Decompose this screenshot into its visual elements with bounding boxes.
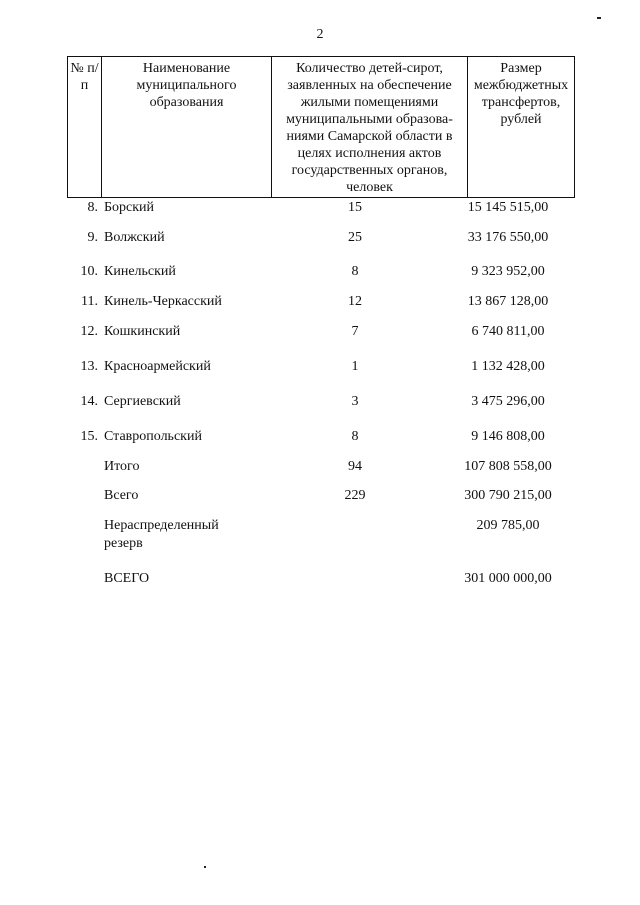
- header-num: № п/п: [70, 61, 99, 93]
- row-count: 12: [348, 294, 362, 309]
- total-label: ВСЕГО: [104, 571, 150, 586]
- total-count: 229: [344, 488, 366, 503]
- row-count: 15: [348, 200, 362, 215]
- row-name: Борский: [104, 200, 155, 215]
- row-amount: 9 323 952,00: [471, 264, 545, 279]
- header-amount: Размер межбюджетных трансфертов, рублей: [467, 57, 574, 197]
- row-count: 7: [351, 324, 359, 339]
- row-number: 13.: [80, 359, 98, 374]
- table-header: [67, 56, 575, 198]
- row-name: Кинельский: [104, 264, 176, 279]
- row-number: 12.: [80, 324, 98, 339]
- total-label: Итого: [104, 459, 140, 474]
- row-amount: 13 867 128,00: [467, 294, 549, 309]
- row-number: 9.: [87, 230, 98, 245]
- row-count: 8: [351, 429, 359, 444]
- row-count: 1: [351, 359, 359, 374]
- row-amount: 3 475 296,00: [471, 394, 545, 409]
- row-amount: 6 740 811,00: [471, 324, 545, 339]
- row-number: 14.: [80, 394, 98, 409]
- total-label: Всего: [104, 488, 139, 503]
- row-count: 8: [351, 264, 359, 279]
- row-count: 3: [351, 394, 359, 409]
- total-amount: 107 808 558,00: [464, 459, 552, 474]
- total-label: Нераспределенный резерв: [104, 518, 219, 551]
- total-amount: 300 790 215,00: [464, 488, 552, 503]
- row-name: Кинель-Черкасский: [104, 294, 222, 309]
- header-name: Наименование муниципального образования: [101, 57, 271, 197]
- row-count: 25: [348, 230, 362, 245]
- row-amount: 15 145 515,00: [467, 200, 549, 215]
- row-amount: 1 132 428,00: [471, 359, 545, 374]
- scan-mark: [597, 17, 601, 19]
- total-amount: 209 785,00: [476, 518, 540, 533]
- row-name: Ставропольский: [104, 429, 202, 444]
- row-name: Сергиевский: [104, 394, 181, 409]
- header-count: Количество детей-сирот, заявленных на обеспечение жилыми помещениями муниципальными образова-ниями Самарской области в целях исполнения актов государственных органов, человек: [271, 57, 467, 197]
- row-name: Красноармейский: [104, 359, 211, 374]
- row-number: 15.: [80, 429, 98, 444]
- row-amount: 33 176 550,00: [467, 230, 549, 245]
- total-count: 94: [348, 459, 362, 474]
- page-number: 2: [316, 27, 324, 42]
- total-amount: 301 000 000,00: [464, 571, 552, 586]
- row-amount: 9 146 808,00: [471, 429, 545, 444]
- row-number: 11.: [81, 294, 98, 309]
- row-name: Кошкинский: [104, 324, 181, 339]
- row-name: Волжский: [104, 230, 165, 245]
- row-number: 8.: [87, 200, 98, 215]
- scan-dot: [204, 866, 206, 868]
- row-number: 10.: [80, 264, 98, 279]
